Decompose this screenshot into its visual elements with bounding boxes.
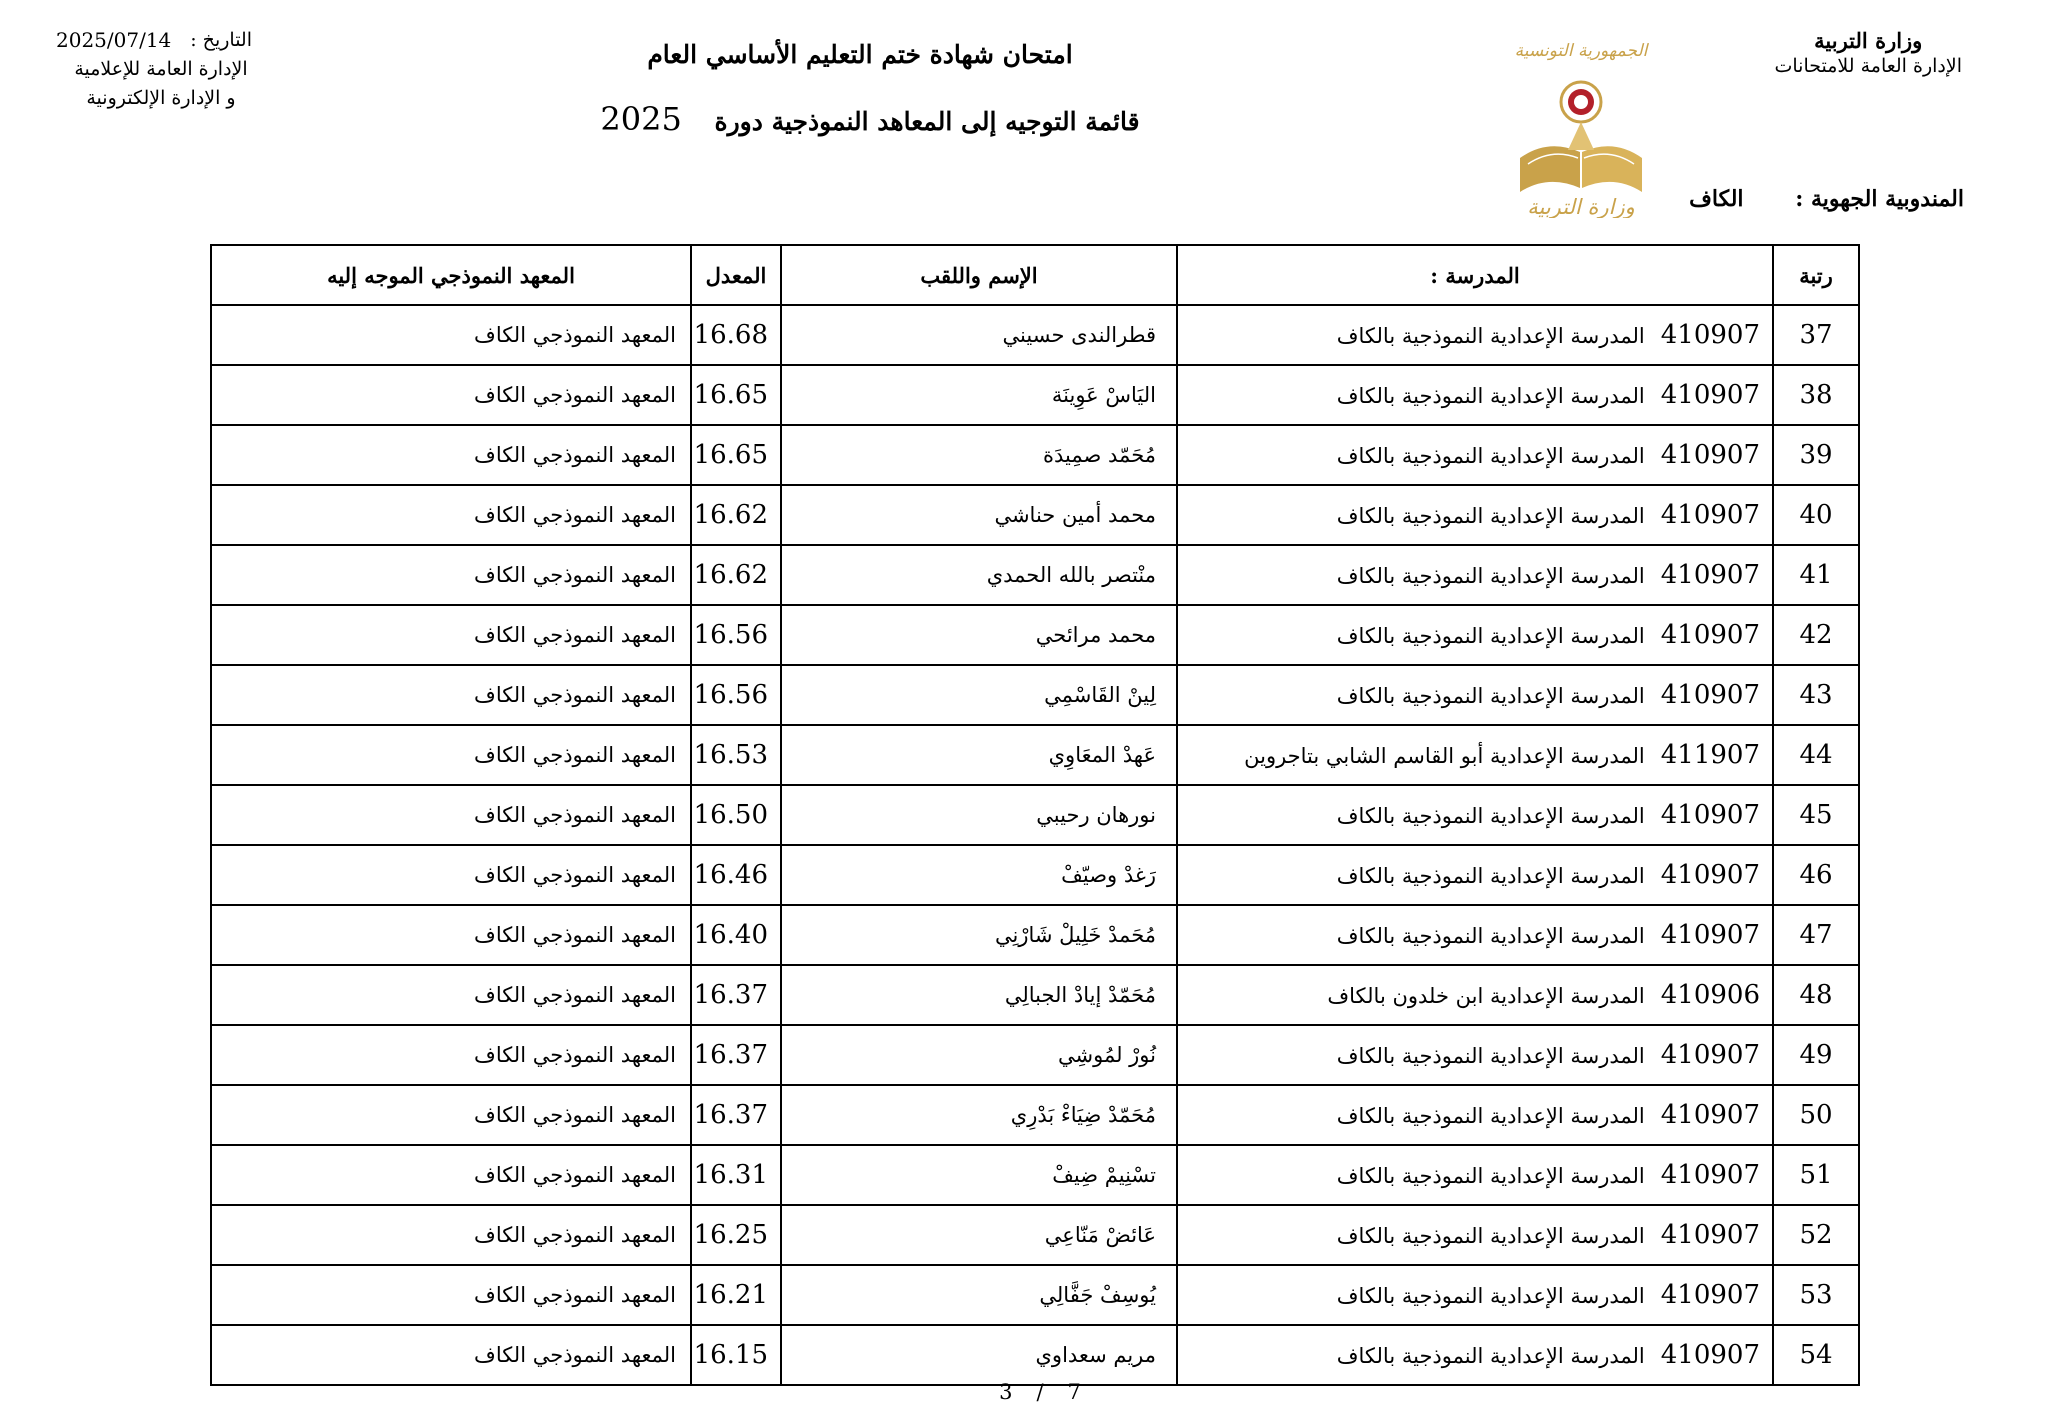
cell-name: نُورْ لمُوشِي [781,1025,1177,1085]
cell-school [1177,905,1773,965]
cell-name: مُحَمّد صمِيدَة [781,425,1177,485]
cell-name: مريم سعداوي [781,1325,1177,1385]
cell-institute: المعهد النموذجي الكاف [211,965,691,1025]
school-code: 410907 [1660,380,1760,410]
table-row [211,485,1859,545]
list-title [570,100,1170,138]
exam-title: امتحان شهادة ختم التعليم الأساسي العام [647,40,1073,69]
cell-name: مُحَمّدْ ضِيَاءْ بَدْرِي [781,1085,1177,1145]
school-code: 410907 [1660,500,1760,530]
it-directorate-line2: و الإدارة الإلكترونية [86,87,236,109]
table-row [211,845,1859,905]
cell-rank: 54 [1773,1325,1859,1385]
cell-average: 16.68 [691,305,781,365]
school-name: المدرسة الإعدادية النموذجية بالكاف [1336,1104,1645,1128]
page-indicator [980,1380,1100,1404]
cell-school [1177,1025,1773,1085]
directorate-name: الإدارة العامة للامتحانات [1774,55,1962,77]
cell-rank: 41 [1773,545,1859,605]
table-row [211,965,1859,1025]
school-name: المدرسة الإعدادية النموذجية بالكاف [1336,684,1645,708]
cell-average: 16.46 [691,845,781,905]
school-name: المدرسة الإعدادية النموذجية بالكاف [1336,1344,1645,1368]
cell-institute: المعهد النموذجي الكاف [211,845,691,905]
header-school: المدرسة : [1177,245,1773,305]
cell-school [1177,1085,1773,1145]
cell-rank: 44 [1773,725,1859,785]
school-name: المدرسة الإعدادية النموذجية بالكاف [1336,624,1645,648]
school-name: المدرسة الإعدادية النموذجية بالكاف [1336,504,1645,528]
school-name: المدرسة الإعدادية النموذجية بالكاف [1336,804,1645,828]
cell-rank: 48 [1773,965,1859,1025]
table-row [211,1265,1859,1325]
table-row [211,1205,1859,1265]
cell-average: 16.37 [691,1025,781,1085]
cell-school [1177,665,1773,725]
cell-average: 16.65 [691,425,781,485]
cell-institute: المعهد النموذجي الكاف [211,1145,691,1205]
cell-name: لِينْ القَاسْمِي [781,665,1177,725]
cell-average: 16.56 [691,665,781,725]
header-average: المعدل [691,245,781,305]
school-code: 410907 [1660,620,1760,650]
page-total: 7 [1067,1380,1081,1404]
cell-institute: المعهد النموذجي الكاف [211,1205,691,1265]
cell-name: منْتصر بالله الحمدي [781,545,1177,605]
cell-rank: 53 [1773,1265,1859,1325]
regional-label: المندوبية الجهوية : [1795,186,1964,212]
school-code: 410907 [1660,560,1760,590]
table-row [211,1145,1859,1205]
cell-rank: 49 [1773,1025,1859,1085]
school-code: 410907 [1660,320,1760,350]
cell-school [1177,1205,1773,1265]
table-row [211,1025,1859,1085]
cell-average: 16.65 [691,365,781,425]
cell-school [1177,485,1773,545]
cell-rank: 38 [1773,365,1859,425]
cell-school [1177,845,1773,905]
cell-rank: 45 [1773,785,1859,845]
cell-name: محمد مرائحي [781,605,1177,665]
cell-name: مُحَمدْ خَلِيلْ شَارْنِي [781,905,1177,965]
school-name: المدرسة الإعدادية أبو القاسم الشابي بتاجروين [1244,744,1645,768]
cell-average: 16.37 [691,1085,781,1145]
school-name: المدرسة الإعدادية النموذجية بالكاف [1336,1224,1645,1248]
cell-name: تسْنِيمْ ضِيفْ [781,1145,1177,1205]
cell-school [1177,425,1773,485]
cell-average: 16.62 [691,545,781,605]
regional-value: الكاف [1689,186,1744,212]
school-name: المدرسة الإعدادية النموذجية بالكاف [1336,384,1645,408]
cell-name: رَغدْ وصيّفْ [781,845,1177,905]
school-code: 411907 [1660,740,1760,770]
ministry-name: وزارة التربية [1814,28,1923,53]
cell-rank: 51 [1773,1145,1859,1205]
school-code: 410907 [1660,1100,1760,1130]
svg-text:الجمهورية التونسية: الجمهورية التونسية [1514,41,1648,61]
cell-school [1177,545,1773,605]
page-current: 3 [999,1380,1013,1404]
list-title-text: قائمة التوجيه إلى المعاهد النموذجية دورة [714,107,1140,136]
school-code: 410906 [1660,980,1760,1010]
table-row [211,785,1859,845]
cell-average: 16.53 [691,725,781,785]
cell-school [1177,785,1773,845]
cell-school [1177,1265,1773,1325]
cell-name: نورهان رحيبي [781,785,1177,845]
cell-rank: 40 [1773,485,1859,545]
school-name: المدرسة الإعدادية النموذجية بالكاف [1336,444,1645,468]
cell-institute: المعهد النموذجي الكاف [211,485,691,545]
cell-name: عَائضْ مَنّاعِي [781,1205,1177,1265]
school-name: المدرسة الإعدادية النموذجية بالكاف [1336,1164,1645,1188]
table-row [211,365,1859,425]
cell-school [1177,1145,1773,1205]
table-row [211,545,1859,605]
school-code: 410907 [1660,440,1760,470]
cell-institute: المعهد النموذجي الكاف [211,605,691,665]
table-header-row [211,245,1859,305]
tunisia-ministry-emblem-icon [1508,30,1654,218]
cell-school [1177,725,1773,785]
cell-average: 16.25 [691,1205,781,1265]
session-year: 2025 [600,100,682,138]
school-name: المدرسة الإعدادية النموذجية بالكاف [1336,924,1645,948]
table-row [211,905,1859,965]
results-table [210,244,1860,1386]
cell-institute: المعهد النموذجي الكاف [211,785,691,845]
cell-rank: 37 [1773,305,1859,365]
school-code: 410907 [1660,920,1760,950]
cell-name: اليَاسْ عَوِينَة [781,365,1177,425]
cell-average: 16.40 [691,905,781,965]
cell-rank: 42 [1773,605,1859,665]
cell-rank: 43 [1773,665,1859,725]
school-name: المدرسة الإعدادية النموذجية بالكاف [1336,1044,1645,1068]
table-row [211,1085,1859,1145]
cell-average: 16.15 [691,1325,781,1385]
table-row [211,665,1859,725]
cell-average: 16.50 [691,785,781,845]
school-code: 410907 [1660,800,1760,830]
cell-rank: 50 [1773,1085,1859,1145]
cell-school [1177,305,1773,365]
header-institute: المعهد النموذجي الموجه إليه [211,245,691,305]
date-line [56,26,266,55]
ministry-header [1774,28,1962,77]
school-code: 410907 [1660,1220,1760,1250]
cell-average: 16.21 [691,1265,781,1325]
date-value: 2025/07/14 [56,28,172,52]
school-code: 410907 [1660,1340,1760,1370]
cell-institute: المعهد النموذجي الكاف [211,1085,691,1145]
school-code: 410907 [1660,680,1760,710]
cell-institute: المعهد النموذجي الكاف [211,905,691,965]
page-separator: / [1036,1380,1044,1404]
cell-school [1177,365,1773,425]
cell-institute: المعهد النموذجي الكاف [211,365,691,425]
cell-average: 16.37 [691,965,781,1025]
cell-institute: المعهد النموذجي الكاف [211,725,691,785]
cell-institute: المعهد النموذجي الكاف [211,1325,691,1385]
cell-name: قطرالندى حسيني [781,305,1177,365]
cell-average: 16.31 [691,1145,781,1205]
table-row [211,305,1859,365]
school-name: المدرسة الإعدادية النموذجية بالكاف [1336,1284,1645,1308]
cell-rank: 47 [1773,905,1859,965]
cell-institute: المعهد النموذجي الكاف [211,1025,691,1085]
svg-text:وزارة التربية: وزارة التربية [1527,195,1635,218]
table-row [211,725,1859,785]
cell-institute: المعهد النموذجي الكاف [211,665,691,725]
header-name: الإسم واللقب [781,245,1177,305]
school-code: 410907 [1660,1160,1760,1190]
cell-rank: 46 [1773,845,1859,905]
regional-office [1689,186,1964,212]
cell-institute: المعهد النموذجي الكاف [211,305,691,365]
cell-name: عَهدْ المعَاوِي [781,725,1177,785]
school-code: 410907 [1660,1280,1760,1310]
school-name: المدرسة الإعدادية النموذجية بالكاف [1336,864,1645,888]
left-header-block [56,26,266,113]
cell-rank: 39 [1773,425,1859,485]
cell-school [1177,605,1773,665]
cell-name: يُوسِفْ جَفَّالِي [781,1265,1177,1325]
table-row [211,425,1859,485]
school-name: المدرسة الإعدادية النموذجية بالكاف [1336,324,1645,348]
cell-average: 16.62 [691,485,781,545]
cell-institute: المعهد النموذجي الكاف [211,425,691,485]
header-rank: رتبة [1773,245,1859,305]
cell-school [1177,1325,1773,1385]
school-code: 410907 [1660,860,1760,890]
school-name: المدرسة الإعدادية النموذجية بالكاف [1336,564,1645,588]
cell-average: 16.56 [691,605,781,665]
cell-institute: المعهد النموذجي الكاف [211,545,691,605]
school-code: 410907 [1660,1040,1760,1070]
cell-name: محمد أمين حناشي [781,485,1177,545]
cell-institute: المعهد النموذجي الكاف [211,1265,691,1325]
table-row [211,1325,1859,1385]
cell-name: مُحَمّدْ إيادْ الجبالِي [781,965,1177,1025]
school-name: المدرسة الإعدادية ابن خلدون بالكاف [1327,984,1645,1008]
cell-rank: 52 [1773,1205,1859,1265]
cell-school [1177,965,1773,1025]
table-row [211,605,1859,665]
it-directorate-line1: الإدارة العامة للإعلامية [74,58,248,80]
date-label: التاريخ : [190,29,252,51]
